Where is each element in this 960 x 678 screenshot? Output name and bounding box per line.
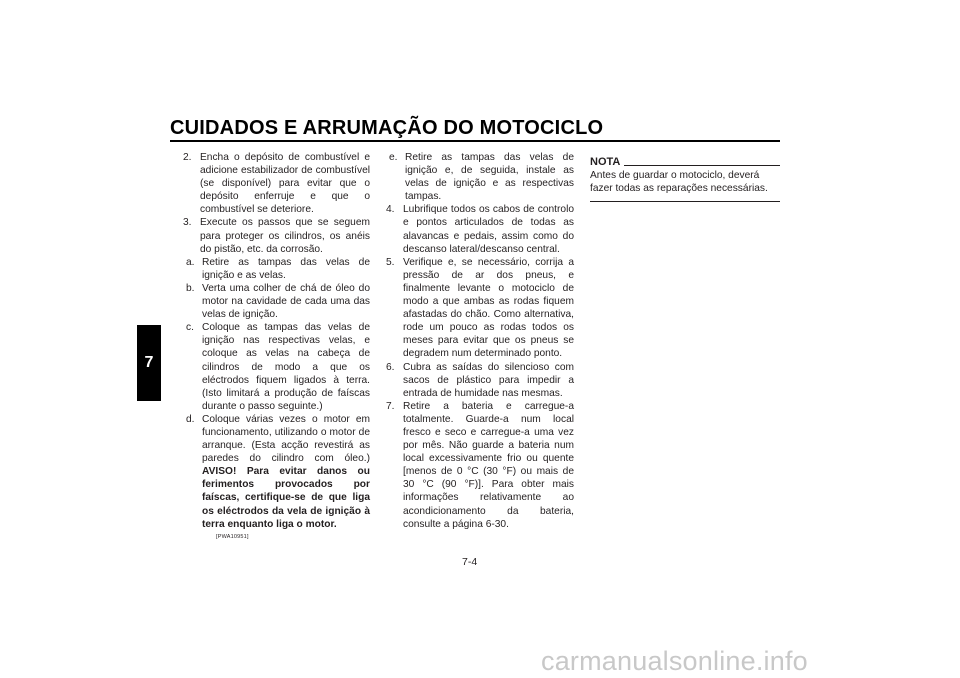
substep-letter: a. [186, 256, 195, 268]
step-text: Encha o depósito de combustível e adicione estabilizador de combustível (se disponível) para evitar que o depósito enferruje e que o combustível se deteriore. [200, 152, 370, 216]
step-text: Cubra as saídas do silencioso com sacos de plástico para impedir a entrada de humidade nas mesmas. [403, 361, 574, 399]
substep-c [186, 321, 370, 413]
column-middle [386, 151, 574, 531]
substep-e [389, 151, 574, 203]
page-number: 7-4 [462, 556, 478, 568]
step-2 [183, 151, 370, 216]
substep-d [186, 413, 370, 531]
watermark: carmanualsonline.info [541, 646, 808, 676]
step-number: 4. [386, 204, 395, 216]
step-text: Verifique e, se necessário, corrija a pressão de ar dos pneus, e finalmente levante o motociclo de modo a que ambas as rodas fiquem afastadas do chão. Como alternativa, rode um pouco as rodas todos os meses para evitar que os pneus se degradem num determinado ponto. [403, 256, 574, 360]
substep-a [186, 256, 370, 282]
column-right [590, 151, 780, 202]
step-text: Retire a bateria e carregue-a totalmente. Guarde-a num local fresco e seco e carregue-a uma vez por mês. Não guarde a bateria num local excessivamente frio ou quente [menos de 0 °C (30 °F) ou mais de 30 °C (90 °F)]. Para obter mais informações relativamente ao acondicionamento da bateria, consulte a página 6-30. [403, 400, 574, 530]
substep-text: Retire as tampas das velas de ignição e as velas. [202, 256, 370, 281]
step-5 [386, 256, 574, 361]
substep-text: Verta uma colher de chá de óleo do motor na cavidade de cada uma das velas de ignição. [202, 282, 370, 321]
substep-text: Coloque várias vezes o motor em funcionamento, utilizando o motor de arranque. (Esta acção revestirá as paredes do cilindro com óleo.) [202, 413, 370, 465]
note-divider [624, 165, 780, 166]
step-6 [386, 361, 574, 400]
step-number: 3. [183, 217, 192, 229]
note-title: NOTA [590, 156, 621, 168]
step-number: 5. [386, 256, 395, 268]
step-number: 7. [386, 400, 395, 412]
substep-b [186, 282, 370, 321]
page-title: CUIDADOS E ARRUMAÇÃO DO MOTOCICLO [170, 117, 604, 139]
step-text: Execute os passos que se seguem para proteger os cilindros, os anéis do pistão, etc. da corrosão. [200, 217, 370, 255]
reference-code: [PWA10951] [216, 533, 249, 540]
substep-text: Retire as tampas das velas de ignição e, de seguida, instale as velas de ignição e as respectivas tampas. [405, 152, 574, 203]
step-3 [183, 216, 370, 255]
step-4 [386, 203, 574, 255]
substep-letter: d. [186, 413, 195, 425]
step-text: Lubrifique todos os cabos de controlo e pontos articulados de todas as alavancas e pedais, assim como do descanso lateral/descanso central. [403, 204, 574, 255]
substep-letter: b. [186, 282, 195, 294]
header-rule [170, 140, 780, 142]
note-bottom-rule [590, 201, 780, 202]
substep-letter: e. [389, 152, 398, 163]
step-7 [386, 400, 574, 531]
step-number: 6. [386, 361, 395, 373]
note-header [590, 156, 780, 168]
step-number: 2. [183, 152, 192, 163]
column-left [183, 151, 370, 541]
substep-letter: c. [186, 322, 194, 334]
note-text: Antes de guardar o motociclo, deverá fazer todas as reparações necessárias. [590, 170, 768, 195]
substep-text: Coloque as tampas das velas de ignição nas respectivas velas, e coloque as velas na cabeça de cilindros de modo a que os eléctrodos fiquem ligados à terra. (Isto limitará a produção de faíscas durante o passo seguinte.) [202, 322, 370, 412]
chapter-tab: 7 [137, 325, 161, 401]
warning-text: AVISO! Para evitar danos ou ferimentos provocados por faíscas, certifique-se de que liga os eléctrodos da vela de ignição à terra enquanto liga o motor. [202, 466, 370, 530]
